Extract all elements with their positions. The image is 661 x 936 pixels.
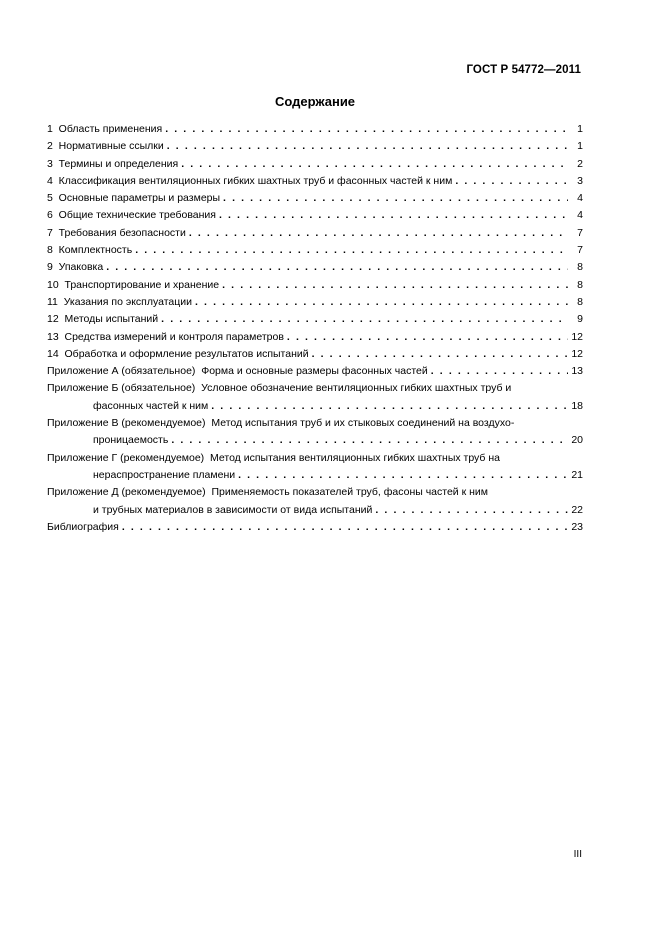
toc-entry[interactable]	[47, 277, 583, 294]
toc-entry-label: 9 Упаковка	[47, 261, 104, 274]
toc-entry[interactable]	[47, 156, 583, 173]
toc-entry-label: и трубных материалов в зависимости от вида испытаний	[93, 503, 373, 516]
toc-entry-label: Приложение В (рекомендуемое) Метод испытания труб и их стыковых соединений на воздухо-	[47, 417, 515, 430]
toc-entry-label: Библиография	[47, 520, 119, 533]
toc-entry-line	[47, 502, 583, 519]
toc-entry-page: 12	[571, 330, 583, 343]
toc-entry-page: 4	[577, 192, 583, 205]
toc-entry-label: Приложение А (обязательное) Форма и основные размеры фасонных частей	[47, 365, 428, 378]
toc-entry[interactable]	[47, 484, 583, 519]
toc-entry-line	[47, 242, 583, 259]
toc-entry-page: 23	[571, 520, 583, 533]
toc-entry-line	[47, 138, 583, 155]
toc-dot-leader	[211, 398, 568, 415]
table-of-contents	[47, 121, 583, 536]
toc-dot-leader	[455, 173, 568, 190]
toc-entry-label: 3 Термины и определения	[47, 157, 179, 170]
toc-entry[interactable]	[47, 311, 583, 328]
toc-dot-leader	[287, 329, 568, 346]
toc-dot-leader	[171, 432, 568, 449]
toc-entry[interactable]	[47, 329, 583, 346]
toc-entry[interactable]	[47, 173, 583, 190]
toc-dot-leader	[312, 346, 568, 363]
toc-entry-label: Приложение Б (обязательное) Условное обозначение вентиляционных гибких шахтных труб и	[47, 382, 512, 395]
toc-entry[interactable]	[47, 294, 583, 311]
toc-entry-page: 20	[571, 434, 583, 447]
toc-entry-line	[47, 380, 583, 397]
toc-entry-page: 12	[571, 347, 583, 360]
toc-entry-line	[47, 363, 583, 380]
toc-entry-line	[47, 277, 583, 294]
toc-entry[interactable]	[47, 190, 583, 207]
toc-entry-label: 7 Требования безопасности	[47, 226, 186, 239]
toc-entry-label: проницаемость	[93, 434, 169, 447]
toc-entry-label: 12 Методы испытаний	[47, 313, 159, 326]
toc-entry-page: 7	[577, 244, 583, 257]
toc-entry[interactable]	[47, 519, 583, 536]
document-code: ГОСТ Р 54772—2011	[466, 64, 581, 76]
toc-entry-line	[47, 121, 583, 138]
toc-dot-leader	[219, 207, 568, 224]
toc-entry-page: 8	[577, 278, 583, 291]
toc-entry-label: 13 Средства измерений и контроля параметров	[47, 330, 284, 343]
toc-dot-leader	[223, 190, 568, 207]
toc-entry[interactable]	[47, 225, 583, 242]
toc-entry-page: 8	[577, 295, 583, 308]
toc-entry-page: 3	[577, 174, 583, 187]
toc-entry-label: 5 Основные параметры и размеры	[47, 192, 221, 205]
toc-entry-label: 14 Обработка и оформление результатов испытаний	[47, 347, 309, 360]
toc-entry-page: 22	[571, 503, 583, 516]
toc-entry[interactable]	[47, 380, 583, 415]
toc-entry-page: 4	[577, 209, 583, 222]
toc-dot-leader	[181, 156, 568, 173]
toc-dot-leader	[135, 242, 568, 259]
toc-entry-label: Приложение Д (рекомендуемое) Применяемость показателей труб, фасоны частей к ним	[47, 486, 488, 499]
toc-dot-leader	[238, 467, 568, 484]
toc-entry[interactable]	[47, 259, 583, 276]
toc-entry[interactable]	[47, 138, 583, 155]
toc-entry[interactable]	[47, 415, 583, 450]
toc-entry-line	[47, 225, 583, 242]
toc-dot-leader	[431, 363, 568, 380]
toc-entry-line	[47, 190, 583, 207]
toc-entry-line	[47, 467, 583, 484]
toc-entry-line	[47, 415, 583, 432]
toc-dot-leader	[222, 277, 568, 294]
toc-entry-label: 10 Транспортирование и хранение	[47, 278, 220, 291]
toc-entry-label: 11 Указания по эксплуатации	[47, 295, 192, 308]
toc-entry-line	[47, 207, 583, 224]
toc-entry-line	[47, 450, 583, 467]
toc-entry-line	[47, 329, 583, 346]
toc-dot-leader	[161, 311, 568, 328]
toc-entry-page: 21	[571, 468, 583, 481]
toc-entry-label: фасонных частей к ним	[93, 399, 209, 412]
toc-dot-leader	[167, 138, 568, 155]
toc-entry-label: 8 Комплектность	[47, 244, 133, 257]
toc-entry-line	[47, 173, 583, 190]
toc-entry-label: 4 Классификация вентиляционных гибких шахтных труб и фасонных частей к ним	[47, 174, 453, 187]
toc-entry-page: 1	[577, 140, 583, 153]
toc-dot-leader	[195, 294, 568, 311]
toc-entry-page: 8	[577, 261, 583, 274]
toc-dot-leader	[189, 225, 568, 242]
toc-entry-line	[47, 432, 583, 449]
toc-entry-line	[47, 259, 583, 276]
toc-entry-label: 2 Нормативные ссылки	[47, 140, 164, 153]
toc-entry-label: нераспространение пламени	[93, 468, 236, 481]
toc-dot-leader	[106, 259, 568, 276]
toc-title: Содержание	[274, 94, 356, 109]
toc-entry-page: 9	[577, 313, 583, 326]
toc-entry[interactable]	[47, 363, 583, 380]
page-number: III	[573, 849, 582, 860]
toc-dot-leader	[375, 502, 568, 519]
toc-dot-leader	[165, 121, 568, 138]
toc-entry[interactable]	[47, 207, 583, 224]
toc-entry[interactable]	[47, 450, 583, 485]
toc-entry[interactable]	[47, 121, 583, 138]
toc-entry-line	[47, 519, 583, 536]
toc-entry-line	[47, 346, 583, 363]
toc-entry[interactable]	[47, 242, 583, 259]
toc-dot-leader	[122, 519, 568, 536]
toc-entry-label: 1 Область применения	[47, 123, 163, 135]
toc-entry-label: 6 Общие технические требования	[47, 209, 216, 222]
toc-entry-label: Приложение Г (рекомендуемое) Метод испытания вентиляционных гибких шахтных труб на	[47, 451, 500, 464]
toc-entry-page: 2	[577, 157, 583, 170]
toc-entry-line	[47, 484, 583, 501]
toc-entry-line	[47, 398, 583, 415]
toc-entry-page: 18	[571, 399, 583, 412]
toc-entry-line	[47, 156, 583, 173]
toc-entry-page: 13	[571, 365, 583, 378]
toc-entry-page: 1	[577, 123, 583, 135]
toc-entry-line	[47, 294, 583, 311]
toc-entry-page: 7	[577, 226, 583, 239]
toc-entry[interactable]	[47, 346, 583, 363]
toc-entry-line	[47, 311, 583, 328]
